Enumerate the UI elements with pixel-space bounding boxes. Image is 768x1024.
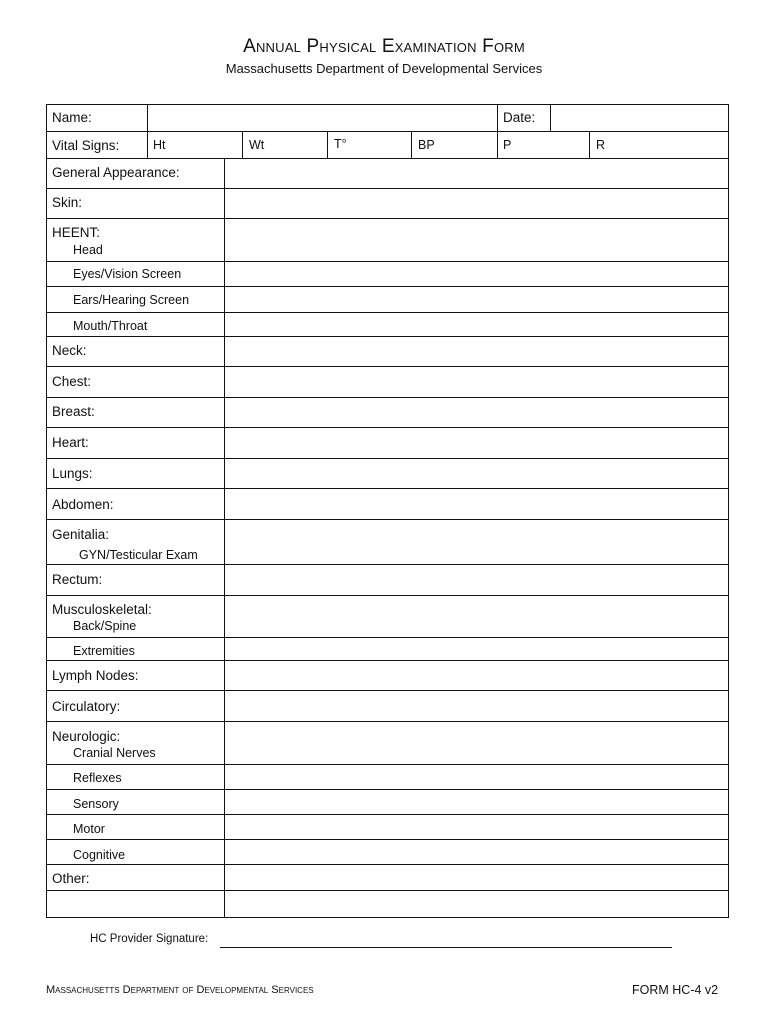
other-field[interactable] <box>225 865 728 890</box>
date-label: Date: <box>503 110 536 125</box>
footer-department: Massachusetts Department of Developmental Services <box>46 984 314 996</box>
row-divider <box>46 397 729 398</box>
other-label: Other: <box>52 871 90 886</box>
col-divider <box>497 104 498 131</box>
general-appearance-field[interactable] <box>225 159 728 188</box>
lymph-nodes-label: Lymph Nodes: <box>52 668 139 683</box>
ears-hearing-label: Ears/Hearing Screen <box>73 293 190 307</box>
vital-r-label: R <box>596 138 606 152</box>
form-title: Annual Physical Examination Form <box>243 36 525 57</box>
subrow-divider <box>46 261 729 262</box>
cognitive-label: Cognitive <box>73 848 126 862</box>
vital-p-label: P <box>503 138 512 152</box>
head-label: Head <box>73 243 103 257</box>
row-divider <box>46 595 729 596</box>
signature-line[interactable] <box>220 947 672 948</box>
back-spine-label: Back/Spine <box>73 619 137 633</box>
form-subtitle: Massachusetts Department of Developmental Services <box>225 61 543 76</box>
col-divider <box>497 131 498 158</box>
name-label: Name: <box>52 110 92 125</box>
col-divider <box>589 131 590 158</box>
row-divider <box>46 690 729 691</box>
neck-field[interactable] <box>225 337 728 366</box>
sensory-label: Sensory <box>73 797 119 811</box>
heent-field[interactable] <box>225 219 728 261</box>
subrow-divider <box>46 764 729 765</box>
chest-label: Chest: <box>52 374 92 389</box>
vital-temp-label: T° <box>334 137 347 151</box>
vital-signs-label: Vital Signs: <box>52 138 120 153</box>
skin-field[interactable] <box>225 189 728 218</box>
neurologic-label: Neurologic: <box>52 729 121 744</box>
vital-ht-label: Ht <box>153 138 166 152</box>
motor-label: Motor <box>73 822 105 836</box>
row-divider <box>46 660 729 661</box>
name-field[interactable] <box>148 105 496 130</box>
heent-label: HEENT: <box>52 225 101 240</box>
row-divider <box>46 366 729 367</box>
col-divider <box>327 131 328 158</box>
vital-bp-label: BP <box>418 138 435 152</box>
subrow-divider <box>46 312 729 313</box>
row-divider <box>46 131 729 132</box>
abdomen-label: Abdomen: <box>52 497 114 512</box>
col-divider <box>224 158 225 918</box>
breast-label: Breast: <box>52 404 95 419</box>
mouth-throat-label: Mouth/Throat <box>73 319 148 333</box>
neck-label: Neck: <box>52 343 87 358</box>
row-divider <box>46 890 729 891</box>
footer-form-number: FORM HC-4 v2 <box>632 983 719 997</box>
row-divider <box>46 519 729 520</box>
subrow-divider <box>46 286 729 287</box>
row-divider <box>46 564 729 565</box>
vital-wt-label: Wt <box>249 138 265 152</box>
lungs-label: Lungs: <box>52 466 93 481</box>
general-appearance-label: General Appearance: <box>52 165 180 180</box>
subrow-divider <box>46 839 729 840</box>
row-divider <box>46 427 729 428</box>
eyes-vision-label: Eyes/Vision Screen <box>73 267 182 281</box>
row-divider <box>46 721 729 722</box>
heart-label: Heart: <box>52 435 89 450</box>
row-divider <box>46 458 729 459</box>
cranial-nerves-label: Cranial Nerves <box>73 746 156 760</box>
row-divider <box>46 488 729 489</box>
subrow-divider <box>46 789 729 790</box>
subrow-divider <box>46 814 729 815</box>
extremities-label: Extremities <box>73 644 135 658</box>
gyn-testicular-label: GYN/Testicular Exam <box>79 548 198 562</box>
rectum-label: Rectum: <box>52 572 103 587</box>
col-divider <box>411 131 412 158</box>
signature-label: HC Provider Signature: <box>90 933 209 945</box>
subrow-divider <box>46 637 729 638</box>
date-field[interactable] <box>551 105 728 130</box>
col-divider <box>242 131 243 158</box>
skin-label: Skin: <box>52 195 83 210</box>
genitalia-label: Genitalia: <box>52 527 110 542</box>
reflexes-label: Reflexes <box>73 771 122 785</box>
circulatory-label: Circulatory: <box>52 699 121 714</box>
musculoskeletal-label: Musculoskeletal: <box>52 602 152 617</box>
